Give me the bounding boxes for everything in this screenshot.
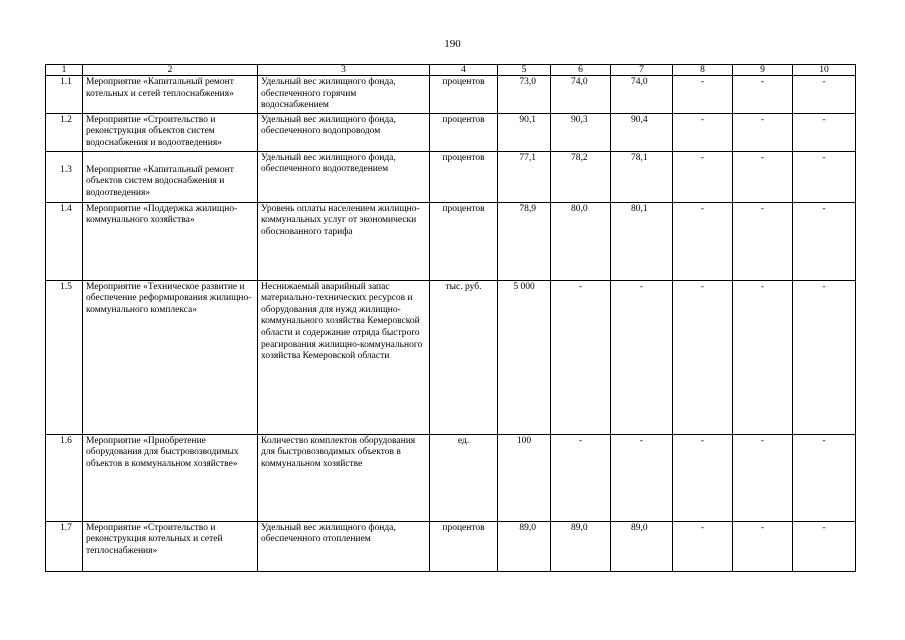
event-cell: Мероприятие «Техническое развитие и обеспечение реформирования жилищно-коммунального комплекса» [83,280,258,434]
header-cell: 8 [673,65,733,76]
value-cell: - [673,113,733,151]
value-cell: - [673,151,733,202]
table-row [46,76,856,114]
table-row [46,521,856,571]
value-cell: - [673,76,733,114]
value-cell: 90,1 [498,113,551,151]
table-row [46,434,856,521]
value-cell: 78,2 [551,151,611,202]
page-number: 190 [444,38,461,50]
table-row [46,280,856,434]
value-cell: 80,0 [551,202,611,280]
indicator-cell: Количество комплектов оборудования для быстровозводимых объектов в коммунальном хозяйстве [258,434,430,521]
unit-cell: процентов [430,151,498,202]
unit-cell: процентов [430,202,498,280]
indicator-cell: Удельный вес жилищного фонда, обеспеченного горячим водоснабжением [258,76,430,114]
event-cell: Мероприятие «Приобретение оборудования для быстровозводимых объектов в коммунальном хозяйстве» [83,434,258,521]
value-cell: 100 [498,434,551,521]
event-cell: Мероприятие «Капитальный ремонт котельных и сетей теплоснабжения» [83,76,258,114]
value-cell: 78,9 [498,202,551,280]
value-cell: - [793,280,856,434]
value-cell: - [551,280,611,434]
value-cell: 80,1 [611,202,673,280]
value-cell: - [733,280,793,434]
unit-cell: процентов [430,521,498,571]
value-cell: 77,1 [498,151,551,202]
value-cell: - [673,434,733,521]
value-cell: 89,0 [551,521,611,571]
unit-cell: ед. [430,434,498,521]
header-cell: 1 [46,65,83,76]
value-cell: - [673,280,733,434]
value-cell: - [733,113,793,151]
value-cell: 89,0 [498,521,551,571]
header-row [46,65,856,76]
value-cell: - [793,151,856,202]
indicators-table [45,64,856,572]
value-cell: 90,4 [611,113,673,151]
value-cell: - [793,521,856,571]
event-cell: Мероприятие «Строительство и реконструкция объектов систем водоснабжения и водоотведения» [83,113,258,151]
indicator-cell: Уровень оплаты населением жилищно-коммунальных услуг от экономически обоснованного тарифа [258,202,430,280]
header-cell: 6 [551,65,611,76]
row-number: 1.4 [46,202,83,280]
value-cell: - [733,202,793,280]
value-cell: - [793,434,856,521]
row-number: 1.5 [46,280,83,434]
event-cell: Мероприятие «Поддержка жилищно-коммунального хозяйства» [83,202,258,280]
value-cell: 89,0 [611,521,673,571]
value-cell: 90,3 [551,113,611,151]
value-cell: - [793,76,856,114]
header-cell: 3 [258,65,430,76]
header-cell: 9 [733,65,793,76]
value-cell: - [793,202,856,280]
unit-cell: тыс. руб. [430,280,498,434]
value-cell: - [611,280,673,434]
row-number: 1.7 [46,521,83,571]
value-cell: 73,0 [498,76,551,114]
unit-cell: процентов [430,76,498,114]
row-number: 1.3 [46,151,83,202]
event-cell: Мероприятие «Капитальный ремонт объектов систем водоснабжения и водоотведения» [83,151,258,202]
indicator-cell: Неснижаемый аварийный запас материально-технических ресурсов и оборудования для нужд жилищно-коммунального хозяйства Кемеровской области и содержание отряда быстрого реагирования жилищно-коммунального хозяйства Кемеровской области [258,280,430,434]
row-number: 1.1 [46,76,83,114]
header-cell: 7 [611,65,673,76]
value-cell: - [733,151,793,202]
value-cell: - [611,434,673,521]
value-cell: - [733,521,793,571]
header-cell: 2 [83,65,258,76]
row-number: 1.6 [46,434,83,521]
value-cell: - [733,434,793,521]
value-cell: - [673,202,733,280]
table-row [46,113,856,151]
indicator-cell: Удельный вес жилищного фонда, обеспеченного водоотведением [258,151,430,202]
table-row [46,202,856,280]
header-cell: 5 [498,65,551,76]
header-cell: 4 [430,65,498,76]
value-cell: - [551,434,611,521]
table-row [46,151,856,164]
value-cell: 74,0 [611,76,673,114]
unit-cell: процентов [430,113,498,151]
row-number: 1.2 [46,113,83,151]
header-cell: 10 [793,65,856,76]
value-cell: 78,1 [611,151,673,202]
value-cell: - [733,76,793,114]
value-cell: 74,0 [551,76,611,114]
value-cell: - [673,521,733,571]
indicator-cell: Удельный вес жилищного фонда, обеспеченного водопроводом [258,113,430,151]
value-cell: - [793,113,856,151]
indicator-cell: Удельный вес жилищного фонда, обеспеченного отоплением [258,521,430,571]
event-cell: Мероприятие «Строительство и реконструкция котельных и сетей теплоснабжения» [83,521,258,571]
value-cell: 5 000 [498,280,551,434]
